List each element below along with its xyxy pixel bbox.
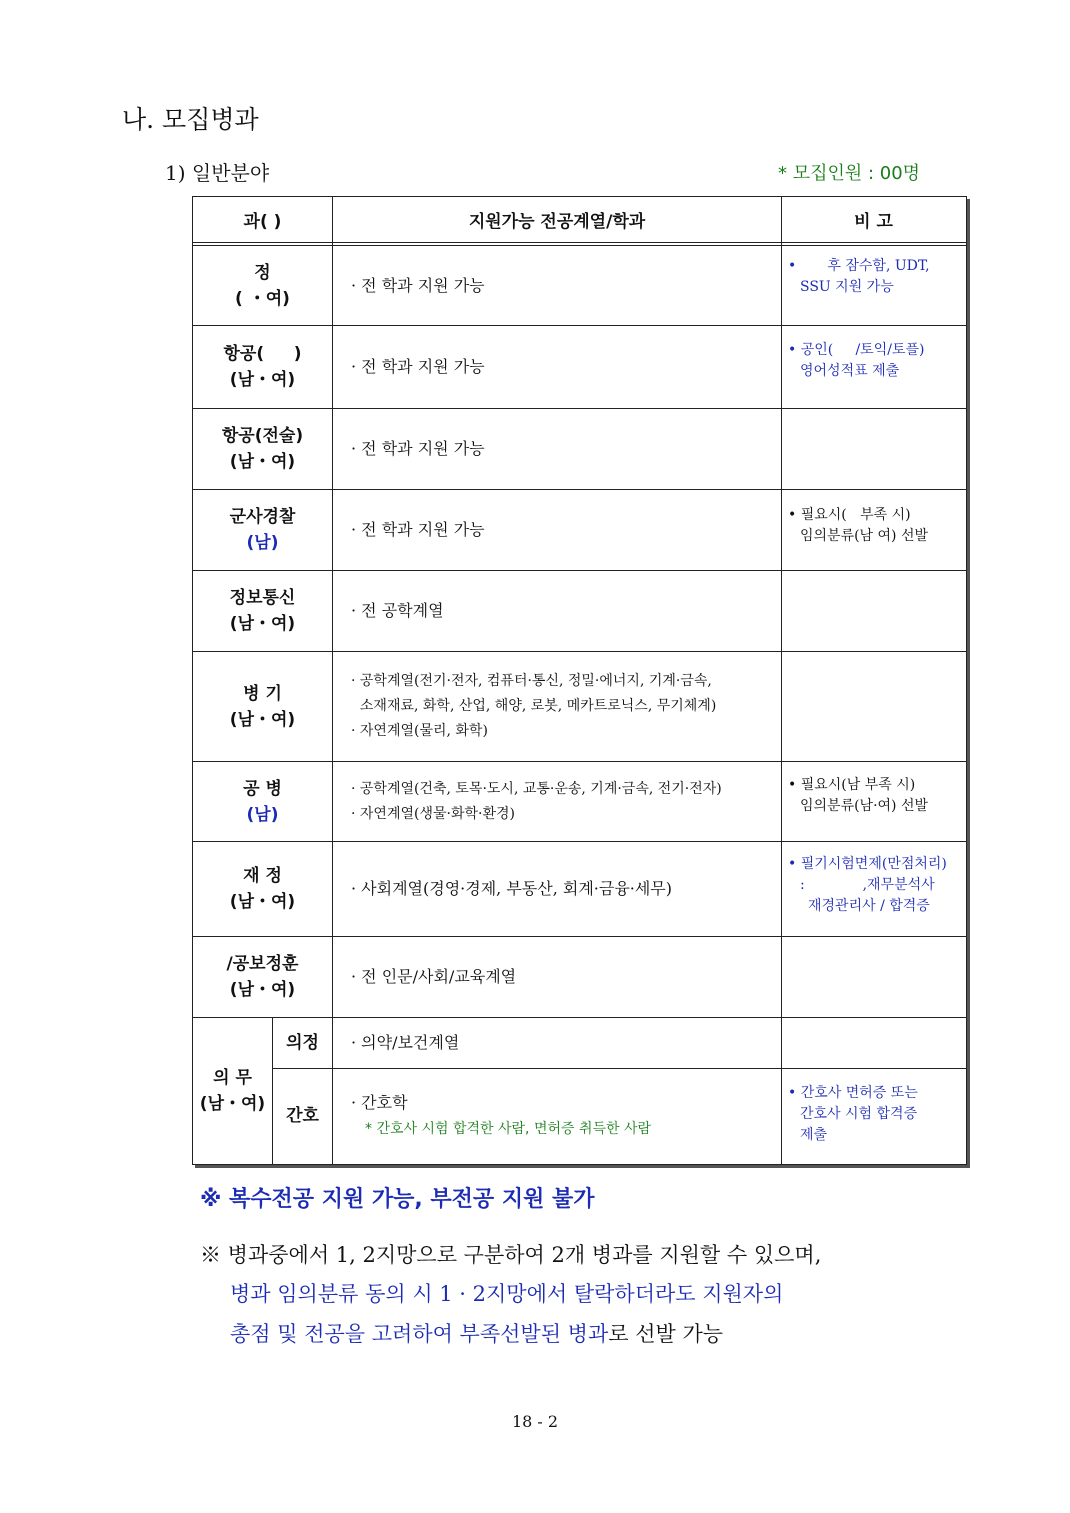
majors-cell: · 전 공학계열 — [351, 601, 444, 620]
majors-cell: · 전 학과 지원 가능 — [351, 520, 485, 539]
majors-cell: · 의약/보건계열 — [351, 1033, 460, 1052]
majors-cell: · 전 학과 지원 가능 — [351, 275, 485, 295]
remark-cell: • 공인( /토익/토플) 영어성적표 제출 — [788, 342, 925, 379]
branch-cell: 항공( ) (남・여) — [223, 344, 302, 390]
note-choice: ※ 병과중에서 1, 2지망으로 구분하여 2개 병과를 지원할 수 있으며, — [200, 1243, 822, 1267]
page-number: 18 - 2 — [511, 1412, 559, 1431]
majors-cell: · 전 학과 지원 가능 — [351, 439, 485, 458]
sub-branch-cell: 의정 — [286, 1033, 319, 1053]
remark-cell: • 필요시( 부족 시) 임의분류(남 여) 선발 — [788, 507, 929, 544]
majors-cell: · 전 학과 지원 가능 — [351, 357, 485, 376]
section-title: 나. 모집병과 — [122, 105, 259, 134]
branch-cell: 병 기 (남・여) — [229, 683, 296, 730]
branch-cell: 군사경찰 (남) — [229, 507, 296, 553]
remark-cell: • 후 잠수함, UDT, SSU 지원 가능 — [788, 258, 930, 295]
branch-cell: /공보정훈 (남・여) — [226, 954, 299, 1000]
majors-cell: · 전 인문/사회/교육계열 — [351, 967, 517, 986]
branch-cell: 정보통신 (남・여) — [229, 588, 296, 634]
header-branch: 과( ) — [243, 212, 282, 232]
branch-cell: 재 정 (남・여) — [229, 866, 296, 912]
branch-cell: 정 ( ・여) — [235, 262, 290, 309]
majors-cell: · 간호학 * 간호사 시험 합격한 사람, 면허증 취득한 사람 — [333, 1069, 799, 1163]
sub-branch-cell: 간호 — [286, 1106, 319, 1126]
branch-cell-medical: 의 무 (남・여) — [199, 1067, 266, 1114]
note-choice-continued: 병과 임의분류 동의 시 1 · 2지망에서 탈락하더라도 지원자의 총점 및 전공을 고려하여 부족선발된 병과로 선발 가능 — [230, 1282, 784, 1346]
nursing-note: * 간호사 시험 합격한 사람, 면허증 취득한 사람 — [365, 1121, 652, 1137]
majors-cell: · 공학계열(건축, 토목·도시, 교통·운송, 기계·금속, 전기·전자) · 자연계열(생물·화학·환경) — [351, 780, 722, 822]
remark-cell: • 필요시(남 부족 시) 임의분류(남·여) 선발 — [788, 777, 929, 814]
branch-cell: 공 병 (남) — [243, 778, 282, 825]
majors-cell: · 공학계열(전기·전자, 컴퓨터·통신, 정밀·에너지, 기계·금속, 소재재료, 화학, 산업, 해양, 로봇, 메카트로닉스, 무기체계) · 자연계열(물리, 화학) — [351, 673, 717, 739]
majors-cell: · 사회계열(경영·경제, 부동산, 회계·금융·세무) — [351, 879, 673, 898]
remark-cell: • 간호사 면허증 또는 간호사 시험 합격증 제출 — [788, 1085, 918, 1143]
subsection-title: 1) 일반분야 — [165, 161, 270, 185]
header-remark: 비 고 — [854, 212, 893, 232]
note-double-major: ※ 복수전공 지원 가능, 부전공 지원 불가 — [200, 1187, 595, 1212]
branch-cell: 항공(전술) (남・여) — [221, 426, 304, 472]
remark-cell: • 필기시험면제(만점처리) : ,재무분석사 재경관리사 / 합격증 — [788, 856, 947, 914]
quota-note: * 모집인원 : 00명 — [778, 163, 921, 184]
header-majors: 지원가능 전공계열/학과 — [468, 212, 646, 232]
